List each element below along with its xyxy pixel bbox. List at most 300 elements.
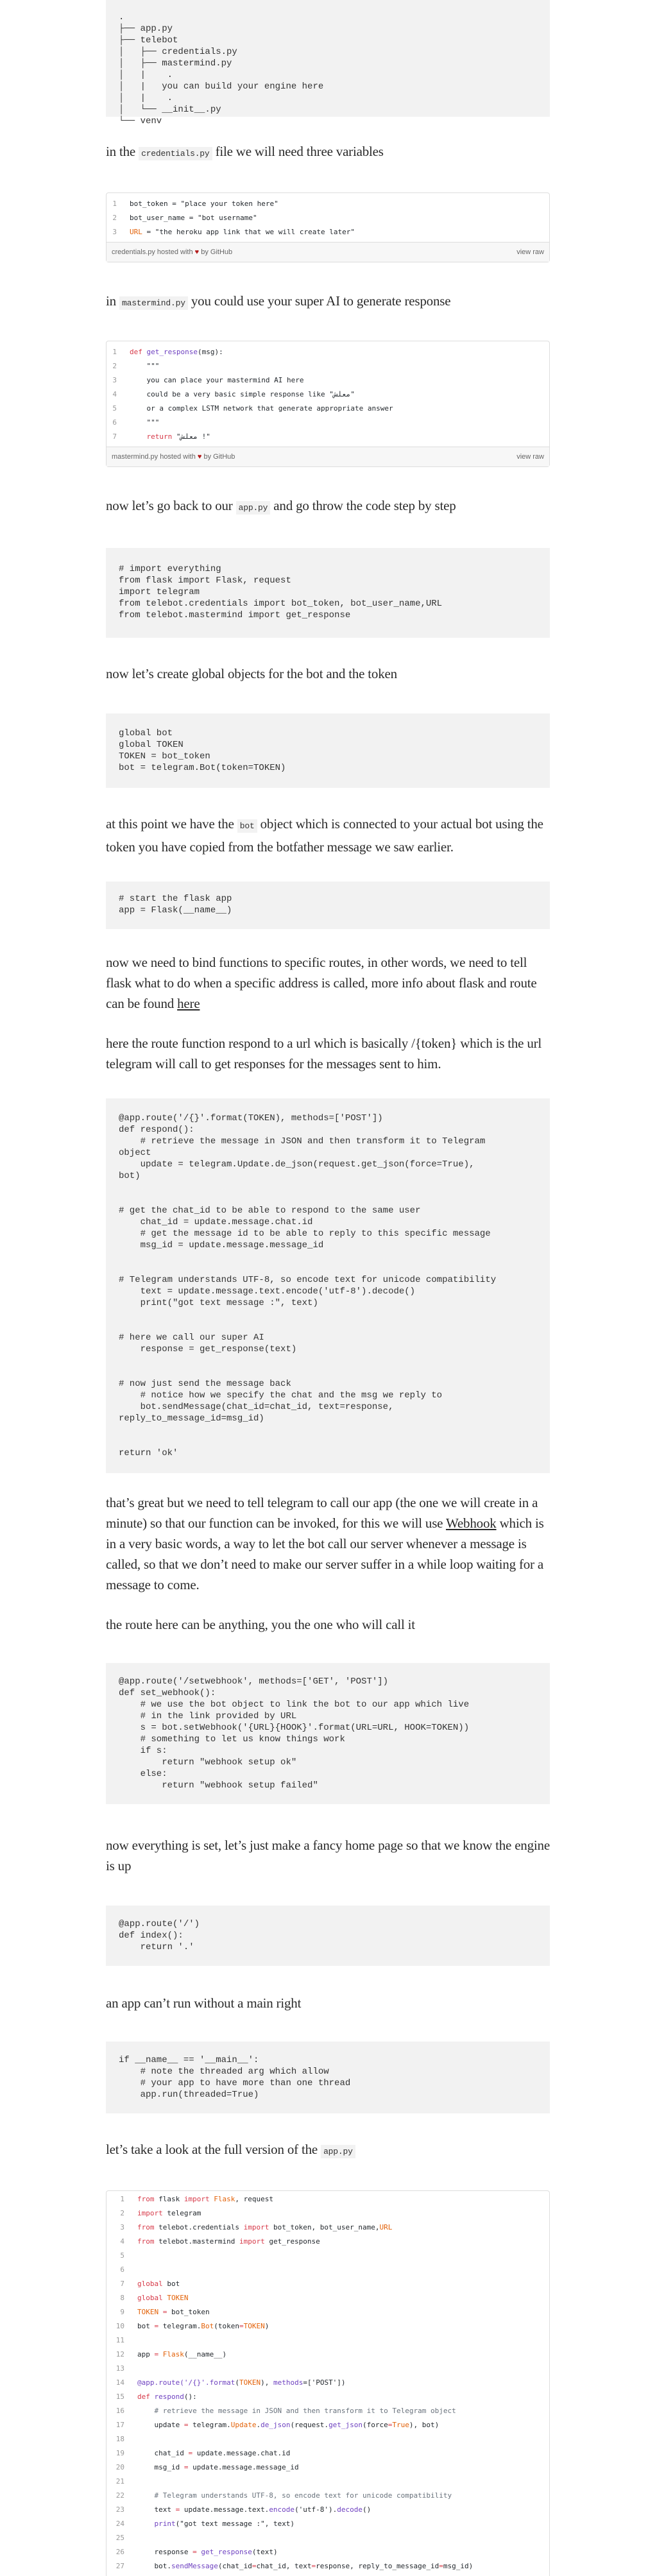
code-block-respond <box>106 1098 550 1473</box>
paragraph-route-any: the route here can be anything, you the one who will call it <box>106 1617 415 1632</box>
code-line <box>119 1193 537 1205</box>
gist-footer: credentials.py hosted with ♥ by GitHub view raw <box>107 242 549 262</box>
code-line: bot = telegram.Bot(token=TOKEN) <box>119 763 286 773</box>
line-number: 23 <box>115 2505 124 2514</box>
line-code <box>137 2404 549 2418</box>
code-line: # your app to have more than one thread <box>119 2078 351 2088</box>
code-token: from <box>137 2237 155 2246</box>
code-token: telegram. <box>158 2322 201 2330</box>
code-token: = <box>311 2562 316 2570</box>
code-token: flask <box>154 2195 184 2203</box>
code-token: get_json <box>328 2421 363 2429</box>
code-token: bot <box>162 2280 180 2288</box>
project-tree-block <box>106 0 550 126</box>
line-number: 1 <box>120 2195 124 2203</box>
view-raw-link[interactable]: view raw <box>516 248 544 256</box>
code-line: bot) <box>119 1171 141 1181</box>
code-token: URL <box>130 228 142 236</box>
code-token: chat_id <box>137 2449 189 2457</box>
code-token: text <box>137 2505 176 2514</box>
code-token: TOKEN <box>137 2308 159 2316</box>
line-number: 24 <box>115 2520 124 2528</box>
code-token: = <box>154 2322 159 2330</box>
code-token: update.message.message_id <box>188 2463 299 2471</box>
flask-routes-link[interactable]: here <box>177 996 200 1011</box>
code-token: Flask <box>214 2195 235 2203</box>
line-code <box>137 2446 549 2461</box>
paragraph-app: now let’s go back to our app.py and go throw the code step by step <box>106 498 456 513</box>
gist-footer: mastermind.py hosted with ♥ by GitHub view raw <box>107 447 549 466</box>
code-line: # something to let us know things work <box>119 1734 345 1744</box>
line-number: 10 <box>115 2322 124 2330</box>
line-code <box>137 2348 549 2362</box>
heart-icon: ♥ <box>197 453 202 461</box>
code-line <box>119 1182 537 1193</box>
code-token: decode <box>337 2505 363 2514</box>
code-line: @app.route('/setwebhook', methods=['GET', 'POST']) <box>119 1676 389 1687</box>
code-token: from <box>137 2223 155 2231</box>
line-number: 4 <box>112 390 117 398</box>
code-token: ), bot) <box>409 2421 439 2429</box>
line-code <box>137 2376 549 2390</box>
code-token: bot_token <box>167 2308 210 2316</box>
code-token: , request <box>235 2195 273 2203</box>
code-token: (__name__) <box>183 2350 227 2358</box>
gist-line <box>107 2418 549 2432</box>
code-line: # notice how we specify the chat and the msg we reply to <box>119 1390 443 1401</box>
line-code <box>137 2362 549 2376</box>
line-code <box>137 2249 549 2263</box>
code-line: update = telegram.Update.de_json(request.get_json(force=True), <box>119 1159 475 1170</box>
line-number: 6 <box>120 2265 124 2274</box>
line-number: 25 <box>115 2534 124 2542</box>
code-token: from <box>137 2195 155 2203</box>
code-token: True <box>392 2421 409 2429</box>
code-line: return "webhook setup ok" <box>119 1757 297 1768</box>
code-token: msg_id) <box>443 2562 474 2570</box>
code-line: chat_id = update.message.chat.id <box>119 1217 313 1227</box>
line-code <box>130 211 549 225</box>
code-token: methods <box>273 2378 303 2387</box>
code-line: def respond(): <box>119 1125 194 1135</box>
code-token: = <box>154 2350 159 2358</box>
code-line: │ └── __init__.py <box>119 105 221 115</box>
line-number: 13 <box>115 2364 124 2373</box>
code-token: () <box>363 2505 371 2514</box>
line-code <box>137 2235 549 2249</box>
paragraph-globals: now let’s create global objects for the bot and the token <box>106 666 397 681</box>
gist-mastermind <box>106 341 550 467</box>
code-line: # note the threaded arg which allow <box>119 2067 329 2077</box>
code-line <box>119 1367 537 1378</box>
gist-line <box>107 430 549 444</box>
code-line: # start the flask app <box>119 894 232 904</box>
code-line: def index(): <box>119 1931 183 1941</box>
code-line: from telebot.credentials import bot_token, bot_user_name,URL <box>119 599 443 609</box>
code-token: def <box>137 2393 150 2401</box>
code-token <box>158 2308 163 2316</box>
code-token: bot_token, bot_user_name, <box>269 2223 380 2231</box>
code-token: ), <box>260 2378 273 2387</box>
code-line: @app.route('/') <box>119 1919 200 1929</box>
gist-line <box>107 2461 549 2475</box>
code-line: # import everything <box>119 564 221 574</box>
line-code <box>137 2418 549 2432</box>
code-token: import <box>137 2209 163 2217</box>
code-token: """ <box>130 362 160 370</box>
gist-code <box>107 193 549 242</box>
line-code <box>137 2192 549 2206</box>
gist-line <box>107 2362 549 2376</box>
gist-line <box>107 2192 549 2206</box>
code-line: app = Flask(__name__) <box>119 905 232 916</box>
gist-line <box>107 2475 549 2489</box>
code-line: │ | . <box>119 93 173 103</box>
line-code <box>137 2559 549 2573</box>
gist-line <box>107 416 549 430</box>
line-code <box>137 2221 549 2235</box>
code-token: chat_id, text <box>256 2562 312 2570</box>
code-token: (token <box>214 2322 239 2330</box>
line-number: 9 <box>120 2308 124 2316</box>
gist-file-link[interactable]: credentials.py <box>112 248 155 256</box>
code-token: telegram. <box>188 2421 231 2429</box>
code-line: # we use the bot object to link the bot to our app which live <box>119 1700 470 1710</box>
gist-line <box>107 2249 549 2263</box>
gist-line <box>107 2376 549 2390</box>
line-code <box>137 2432 549 2446</box>
gist-line <box>107 2305 549 2319</box>
code-token: Update <box>230 2421 257 2429</box>
code-line <box>119 1320 537 1332</box>
code-token: (text) <box>252 2548 278 2556</box>
gist-line <box>107 402 549 416</box>
paragraph-full-version: let’s take a look at the full version of the app.py <box>106 2139 550 2162</box>
paragraph-routes: now we need to bind functions to specific routes, in other words, we need to tell flask what to do when a specific address is called, more info about flask and route can be found here <box>106 955 537 1011</box>
line-number: 16 <box>115 2407 124 2415</box>
gist-file-link[interactable]: mastermind.py <box>112 453 158 461</box>
code-line: │ ├── mastermind.py <box>119 58 232 69</box>
code-line: return 'ok' <box>119 1448 178 1458</box>
code-token: = <box>183 2421 189 2429</box>
code-token: bot <box>137 2322 155 2330</box>
line-code <box>137 2291 549 2305</box>
code-block-index <box>106 1906 550 1966</box>
code-token: telegram <box>162 2209 201 2217</box>
line-code <box>130 197 549 211</box>
code-token: @app.route('/{}'. <box>137 2378 210 2387</box>
paragraph-home-page: now everything is set, let’s just make a fancy home page so that we know the engine is up <box>106 1838 550 1873</box>
line-code <box>137 2503 549 2517</box>
line-number: 2 <box>112 214 117 222</box>
code-token: = <box>175 2505 180 2514</box>
gist-line <box>107 2390 549 2404</box>
line-code <box>137 2489 549 2503</box>
line-code <box>137 2319 549 2333</box>
line-code <box>137 2531 549 2545</box>
view-raw-link[interactable]: view raw <box>516 453 544 461</box>
code-token: (force <box>363 2421 388 2429</box>
line-code <box>137 2475 549 2489</box>
code-line: object <box>119 1148 151 1158</box>
line-code <box>130 430 549 444</box>
gist-line <box>107 345 549 359</box>
code-token: response, reply_to_message_id <box>316 2562 439 2570</box>
code-line: TOKEN = bot_token <box>119 751 210 762</box>
code-token: bot_token = "place your token here" <box>130 200 278 208</box>
code-token: (chat_id <box>218 2562 252 2570</box>
code-token: could be a very basic simple response like "معلش" <box>130 390 355 398</box>
code-token: = <box>239 2322 244 2330</box>
code-line: else: <box>119 1769 167 1779</box>
code-line: response = get_response(text) <box>119 1344 297 1354</box>
code-line: from flask import Flask, request <box>119 576 291 586</box>
code-line: # retrieve the message in JSON and then transform it to Telegram <box>119 1136 486 1147</box>
line-number: 3 <box>120 2223 124 2231</box>
line-number: 8 <box>120 2294 124 2302</box>
webhook-link[interactable]: Webhook <box>445 1515 497 1531</box>
code-line: │ ├── credentials.py <box>119 47 237 57</box>
code-token <box>137 2520 155 2528</box>
code-line: if s: <box>119 1746 167 1756</box>
code-token <box>158 2350 163 2358</box>
gist-code <box>107 341 549 447</box>
code-token: = "the heroku app link that we will create later" <box>142 228 355 236</box>
gist-line <box>107 2221 549 2235</box>
code-token: bot_user_name = "bot username" <box>130 214 257 222</box>
inline-code-app-full: app.py <box>321 2145 355 2158</box>
code-token: return <box>130 432 176 441</box>
code-token: import <box>239 2237 265 2246</box>
code-line: msg_id = update.message.message_id <box>119 1240 324 1250</box>
code-line: text = update.message.text.encode('utf-8').decode() <box>119 1286 416 1297</box>
code-line: @app.route('/{}'.format(TOKEN), methods=['POST']) <box>119 1113 383 1123</box>
line-code <box>130 373 549 388</box>
line-number: 5 <box>120 2251 124 2260</box>
paragraph-credentials: in the credentials.py file we will need three variables <box>106 144 384 159</box>
code-token: (): <box>183 2393 197 2401</box>
paragraph-main: an app can’t run without a main right <box>106 1995 302 2011</box>
code-token: you can place your mastermind AI here <box>130 376 304 384</box>
line-code <box>130 359 549 373</box>
code-line: from telebot.mastermind import get_response <box>119 610 351 620</box>
line-code <box>137 2333 549 2348</box>
code-token: = <box>192 2548 197 2556</box>
line-code <box>137 2277 549 2291</box>
code-token: Bot <box>201 2322 214 2330</box>
gist-line <box>107 388 549 402</box>
inline-code-credentials: credentials.py <box>139 147 212 160</box>
code-token: ) <box>264 2322 269 2330</box>
gist-line <box>107 2277 549 2291</box>
code-token: TOKEN <box>239 2378 261 2387</box>
line-number: 2 <box>112 362 117 370</box>
inline-code-mastermind: mastermind.py <box>119 296 188 310</box>
line-number: 11 <box>115 2336 124 2344</box>
code-token: TOKEN <box>167 2294 189 2302</box>
code-token: = <box>439 2562 443 2570</box>
line-number: 5 <box>112 404 117 413</box>
code-token: respond <box>154 2393 184 2401</box>
gist-line <box>107 2531 549 2545</box>
code-token: global <box>137 2280 163 2288</box>
code-block-flask-app <box>106 882 550 929</box>
inline-code-app: app.py <box>236 501 271 515</box>
code-line: │ | . <box>119 70 173 80</box>
code-block-setwebhook <box>106 1663 550 1804</box>
code-token: encode <box>269 2505 295 2514</box>
code-line: └── venv <box>119 116 162 126</box>
line-number: 21 <box>115 2477 124 2486</box>
line-number: 3 <box>112 228 117 236</box>
code-line: # in the link provided by URL <box>119 1711 297 1721</box>
heart-icon: ♥ <box>194 248 200 256</box>
gist-credentials <box>106 192 550 262</box>
code-token: (request. <box>290 2421 329 2429</box>
gist-line <box>107 2319 549 2333</box>
gist-line <box>107 2489 549 2503</box>
code-token: msg_id <box>137 2463 184 2471</box>
line-number: 14 <box>115 2378 124 2387</box>
code-token: response <box>137 2548 193 2556</box>
code-token: Flask <box>162 2350 184 2358</box>
github-link[interactable]: by GitHub <box>201 453 235 461</box>
line-code <box>130 416 549 430</box>
code-block-main <box>106 2042 550 2113</box>
gist-line <box>107 2291 549 2305</box>
gist-line <box>107 2446 549 2461</box>
gist-line <box>107 2263 549 2277</box>
code-line: # get the chat_id to be able to respond to the same user <box>119 1206 421 1216</box>
line-code <box>137 2206 549 2221</box>
code-token: app <box>137 2350 155 2358</box>
line-number: 17 <box>115 2421 124 2429</box>
code-token: = <box>252 2562 257 2570</box>
code-line: ├── app.py <box>119 24 173 34</box>
code-token: # retrieve the message in JSON and then transform it to Telegram object <box>137 2407 456 2415</box>
line-code <box>137 2390 549 2404</box>
code-token: . <box>256 2421 261 2429</box>
code-token: print <box>154 2520 176 2528</box>
code-token: bot. <box>137 2562 171 2570</box>
code-line: return "webhook setup failed" <box>119 1780 318 1791</box>
code-token: telebot.credentials <box>154 2223 244 2231</box>
code-line: # Telegram understands UTF-8, so encode text for unicode compatibility <box>119 1275 497 1285</box>
line-number: 18 <box>115 2435 124 2443</box>
gist-line <box>107 2432 549 2446</box>
code-token: or a complex LSTM network that generate appropriate answer <box>130 404 393 413</box>
line-code <box>137 2263 549 2277</box>
line-number: 20 <box>115 2463 124 2471</box>
line-number: 4 <box>120 2237 124 2246</box>
code-line: global bot <box>119 728 173 738</box>
code-token: = <box>188 2449 193 2457</box>
line-code <box>130 388 549 402</box>
gist-line <box>107 373 549 388</box>
line-number: 19 <box>115 2449 124 2457</box>
code-line <box>119 1436 537 1447</box>
code-line <box>119 1355 537 1367</box>
inline-code-bot: bot <box>237 819 257 833</box>
line-code <box>137 2305 549 2319</box>
github-link[interactable]: by GitHub <box>199 248 233 256</box>
code-token: de_json <box>260 2421 291 2429</box>
code-token: ("got text message :", text) <box>175 2520 295 2528</box>
line-number: 7 <box>112 432 117 441</box>
code-token: TOKEN <box>243 2322 265 2330</box>
code-token: import <box>183 2195 210 2203</box>
code-line <box>119 1309 537 1320</box>
gist-line <box>107 359 549 373</box>
gist-line <box>107 2503 549 2517</box>
line-code <box>130 345 549 359</box>
paragraph-mastermind: in mastermind.py you could use your super AI to generate response <box>106 293 451 309</box>
paragraph-webhook: that’s great but we need to tell telegram to call our app (the one we will create in a minute) so that our function can be invoked, for this we will use Webhook which is in a very basic words, a way to let the bot call our server whenever a message is called, so that we don’t need to make our server suffer in a while loop waiting for a message to come. <box>106 1495 544 1592</box>
line-number: 7 <box>120 2280 124 2288</box>
code-line: import telegram <box>119 587 200 597</box>
code-token: global <box>137 2294 163 2302</box>
code-line: s = bot.setWebhook('{URL}{HOOK}'.format(URL=URL, HOOK=TOKEN)) <box>119 1723 470 1733</box>
line-code <box>130 225 549 239</box>
code-token: telebot.mastermind <box>154 2237 239 2246</box>
gist-line <box>107 2348 549 2362</box>
line-number: 1 <box>112 200 117 208</box>
code-token: =['POST']) <box>303 2378 346 2387</box>
code-token: format <box>209 2378 235 2387</box>
code-token: ( <box>235 2378 239 2387</box>
gist-line <box>107 2206 549 2221</box>
code-token: (msg): <box>197 348 223 356</box>
code-line: def set_webhook(): <box>119 1688 216 1698</box>
line-code <box>137 2545 549 2559</box>
gist-line <box>107 211 549 225</box>
paragraph-bot-object: at this point we have the bot object which is connected to your actual bot using the token you have copied from the botfather message we saw earlier. <box>106 816 543 855</box>
line-number: 3 <box>112 376 117 384</box>
code-line: global TOKEN <box>119 740 183 750</box>
gist-line <box>107 2517 549 2531</box>
gist-line <box>107 2235 549 2249</box>
code-line: # get the message id to be able to reply to this specific message <box>119 1229 491 1239</box>
code-token: sendMessage <box>171 2562 218 2570</box>
code-token: get_response <box>201 2548 252 2556</box>
code-line <box>119 1263 537 1274</box>
paragraph-route-function: here the route function respond to a url which is basically /{token} which is the url telegram will call to get responses for the messages sent to him. <box>106 1036 542 1071</box>
code-token: ('utf-8'). <box>294 2505 337 2514</box>
code-line: . <box>119 12 124 22</box>
code-token: import <box>243 2223 269 2231</box>
code-line: print("got text message :", text) <box>119 1298 318 1308</box>
code-line: if __name__ == '__main__': <box>119 2055 259 2065</box>
code-line: ├── telebot <box>119 35 178 46</box>
code-token: update <box>137 2421 184 2429</box>
code-token: get_response <box>146 348 198 356</box>
gist-line <box>107 225 549 239</box>
line-number: 22 <box>115 2491 124 2500</box>
code-token: = <box>388 2421 393 2429</box>
gist-line <box>107 2404 549 2418</box>
line-number: 15 <box>115 2393 124 2401</box>
gist-line <box>107 2559 549 2573</box>
code-token: = <box>162 2308 167 2316</box>
code-token: "معلش !" <box>176 432 210 441</box>
code-line: # here we call our super AI <box>119 1333 264 1343</box>
code-line: │ | you can build your engine here <box>119 81 324 92</box>
code-line: reply_to_message_id=msg_id) <box>119 1413 264 1424</box>
line-number: 12 <box>115 2350 124 2358</box>
code-block-imports <box>106 548 550 638</box>
code-line: # now just send the message back <box>119 1379 291 1389</box>
code-line: bot.sendMessage(chat_id=chat_id, text=response, <box>119 1402 394 1412</box>
